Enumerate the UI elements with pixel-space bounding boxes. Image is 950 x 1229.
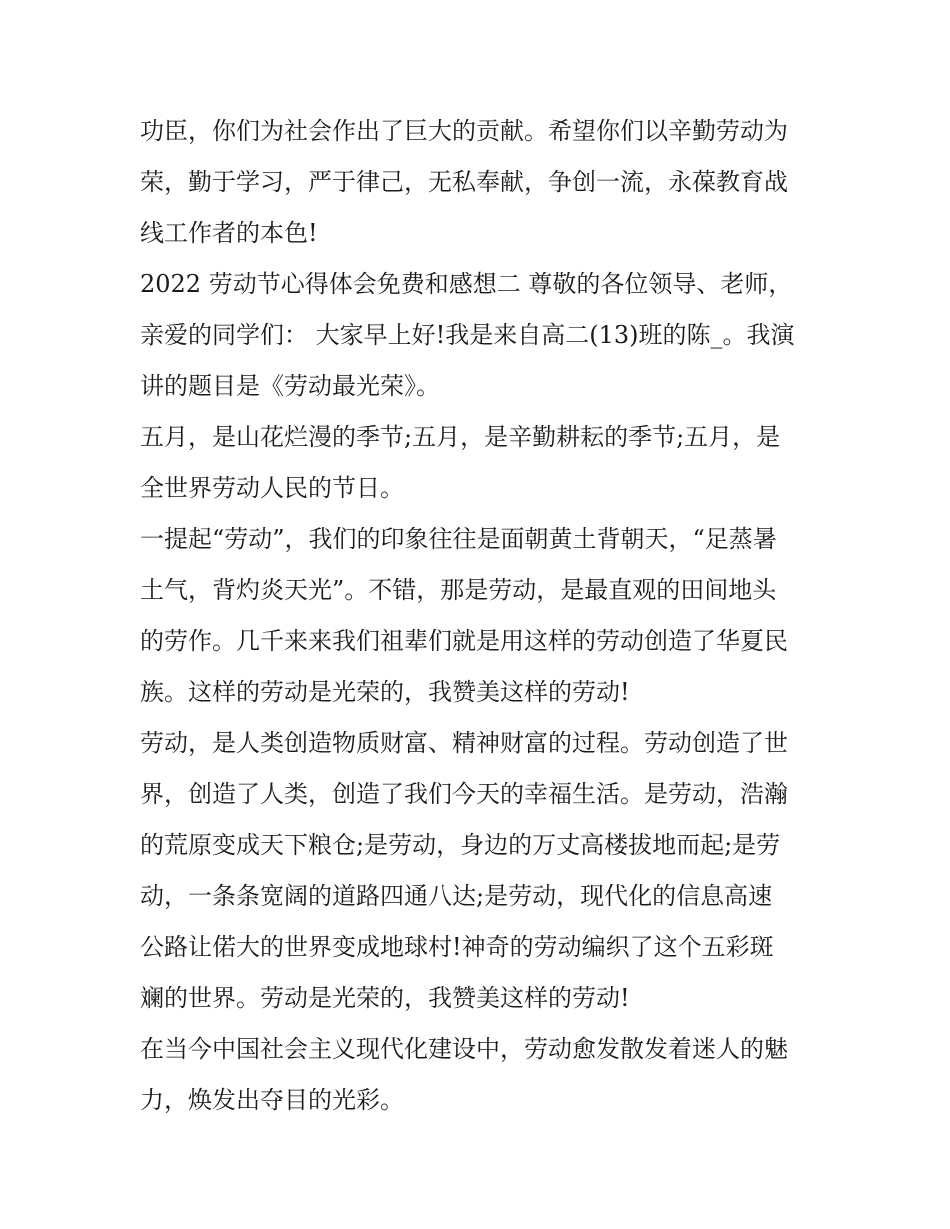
text-line: 在当今中国社会主义现代化建设中，劳动愈发散发着迷人的魅	[140, 1035, 788, 1063]
text-line: 的劳作。几千来来我们祖辈们就是用这样的劳动创造了华夏民	[140, 627, 788, 655]
text-line: 动，一条条宽阔的道路四通八达;是劳动，现代化的信息高速	[140, 882, 773, 910]
text-line: 的荒原变成天下粮仓;是劳动，身边的万丈高楼拔地而起;是劳	[140, 831, 781, 859]
text-line: 界，创造了人类，创造了我们今天的幸福生活。是劳动，浩瀚	[140, 780, 788, 808]
document-body	[140, 106, 820, 1126]
text-line: 线工作者的本色!	[140, 219, 318, 247]
text-line: 讲的题目是《劳动最光荣》。	[140, 372, 440, 400]
text-line: 一提起“劳动”，我们的印象往往是面朝黄土背朝天，“足蒸暑	[140, 525, 777, 553]
text-line: 劳动，是人类创造物质财富、精神财富的过程。劳动创造了世	[140, 729, 788, 757]
text-line: 斓的世界。劳动是光荣的，我赞美这样的劳动!	[140, 984, 630, 1012]
text-line: 荣，勤于学习，严于律己，无私奉献，争创一流，永葆教育战	[140, 168, 788, 196]
text-line: 五月，是山花烂漫的季节;五月，是辛勤耕耘的季节;五月，是	[140, 423, 781, 451]
text-line: 力，焕发出夺目的光彩。	[140, 1086, 404, 1114]
text-line: 2022 劳动节心得体会免费和感想二 尊敬的各位领导、老师，	[140, 270, 793, 298]
text-line: 全世界劳动人民的节日。	[140, 474, 404, 502]
text-line: 土气，背灼炎天光”。不错，那是劳动，是最直观的田间地头	[140, 576, 777, 604]
text-line: 公路让偌大的世界变成地球村!神奇的劳动编织了这个五彩斑	[140, 933, 774, 961]
text-line: 族。这样的劳动是光荣的，我赞美这样的劳动!	[140, 678, 630, 706]
text-line: 亲爱的同学们： 大家早上好!我是来自高二(13)班的陈_。我演	[140, 321, 795, 349]
text-line: 功臣，你们为社会作出了巨大的贡献。希望你们以辛勤劳动为	[140, 117, 788, 145]
